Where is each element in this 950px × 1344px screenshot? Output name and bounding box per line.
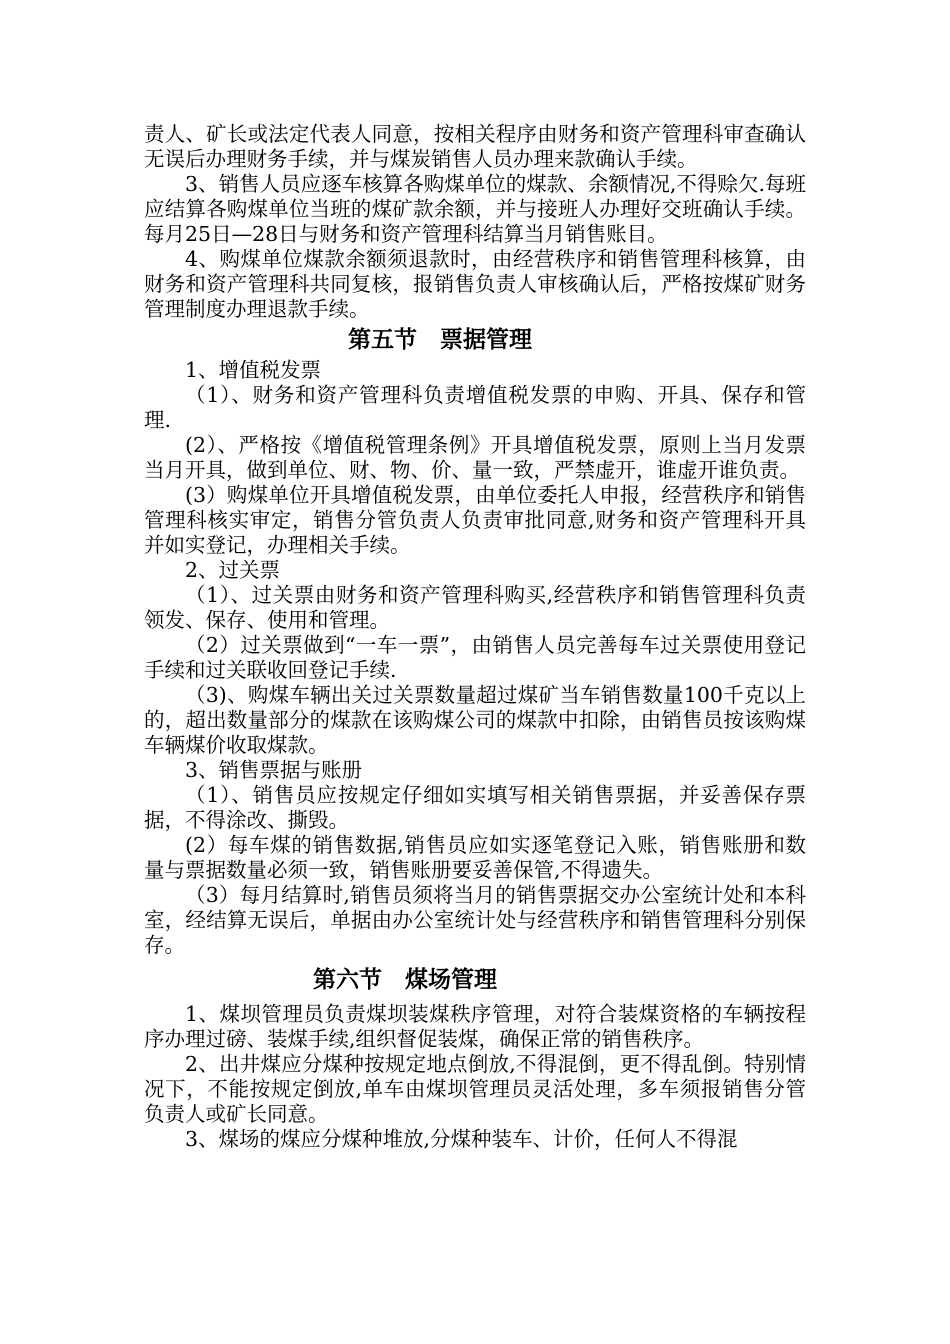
s6-item-3: 3、煤场的煤应分煤种堆放,分煤种装车、计价，任何人不得混	[185, 1127, 738, 1151]
s5-records-2: (2）每车煤的销售数据,销售员应如实逐笔登记入账，销售账册和数量与票据数量必须一致，销售账册要妥善保管,不得遗失。	[144, 833, 806, 882]
s5-item-sales-records: 3、销售票据与账册	[185, 758, 363, 782]
s5-vat-3: (3）购煤单位开具增值税发票，由单位委托人申报，经营秩序和销售管理科核实审定，销售分管负责人负责审批同意,财务和资产管理科开具并如实登记，办理相关手续。	[144, 483, 806, 557]
paragraph-item-4: 4、购煤单位煤款余额须退款时，由经营秩序和销售管理科核算，由财务和资产管理科共同复核，报销售负责人审核确认后，严格按煤矿财务管理制度办理退款手续。	[144, 247, 806, 321]
paragraph-item-3: 3、销售人员应逐车核算各购煤单位的煤款、余额情况,不得赊欠.每班应结算各购煤单位当班的煤矿款余额，并与接班人办理好交班确认手续。每月25日—28日与财务和资产管理科结算当月销售账目。	[144, 172, 806, 246]
s6-item-1: 1、煤坝管理员负责煤坝装煤秩序管理，对符合装煤资格的车辆按程序办理过磅、装煤手续,组织督促装煤，确保正常的销售秩序。	[144, 1002, 806, 1051]
s5-item-vat-invoice: 1、增值税发票	[185, 358, 322, 382]
s6-item-2: 2、出井煤应分煤种按规定地点倒放,不得混倒，更不得乱倒。特别情况下，不能按规定倒放,单车由煤坝管理员灵活处理，多车须报销售分管负责人或矿长同意。	[144, 1052, 806, 1126]
document-body	[144, 122, 806, 1152]
section-6-heading: 第六节 煤场管理	[313, 966, 497, 993]
s5-vat-2: (2）、严格按《增值税管理条例》开具增值税发票，原则上当月发票当月开具，做到单位、财、物、价、量一致，严禁虚开，谁虚开谁负责。	[144, 433, 806, 482]
s5-vat-1: （1）、财务和资产管理科负责增值税发票的申购、开具、保存和管理.	[144, 383, 806, 432]
s5-pass-1: （1）、过关票由财务和资产管理科购买,经营秩序和销售管理科负责领发、保存、使用和管理。	[144, 583, 806, 632]
paragraph-continuation: 责人、矿长或法定代表人同意，按相关程序由财务和资产管理科审查确认无误后办理财务手续，并与煤炭销售人员办理来款确认手续。	[144, 122, 806, 171]
s5-pass-2: （2）过关票做到“一车一票”，由销售人员完善每车过关票使用登记手续和过关联收回登记手续.	[144, 633, 806, 682]
s5-pass-3: （3)、购煤车辆出关过关票数量超过煤矿当车销售数量100千克以上的，超出数量部分的煤款在该购煤公司的煤款中扣除，由销售员按该购煤车辆煤价收取煤款。	[144, 683, 806, 757]
section-5-heading: 第五节 票据管理	[348, 326, 532, 353]
s5-item-pass-ticket: 2、过关票	[185, 558, 281, 582]
s5-records-1: （1）、销售员应按规定仔细如实填写相关销售票据，并妥善保存票据，不得涂改、撕毁。	[144, 783, 806, 832]
s5-records-3: （3）每月结算时,销售员须将当月的销售票据交办公室统计处和本科室，经结算无误后，单据由办公室统计处与经营秩序和销售管理科分别保存。	[144, 883, 806, 957]
